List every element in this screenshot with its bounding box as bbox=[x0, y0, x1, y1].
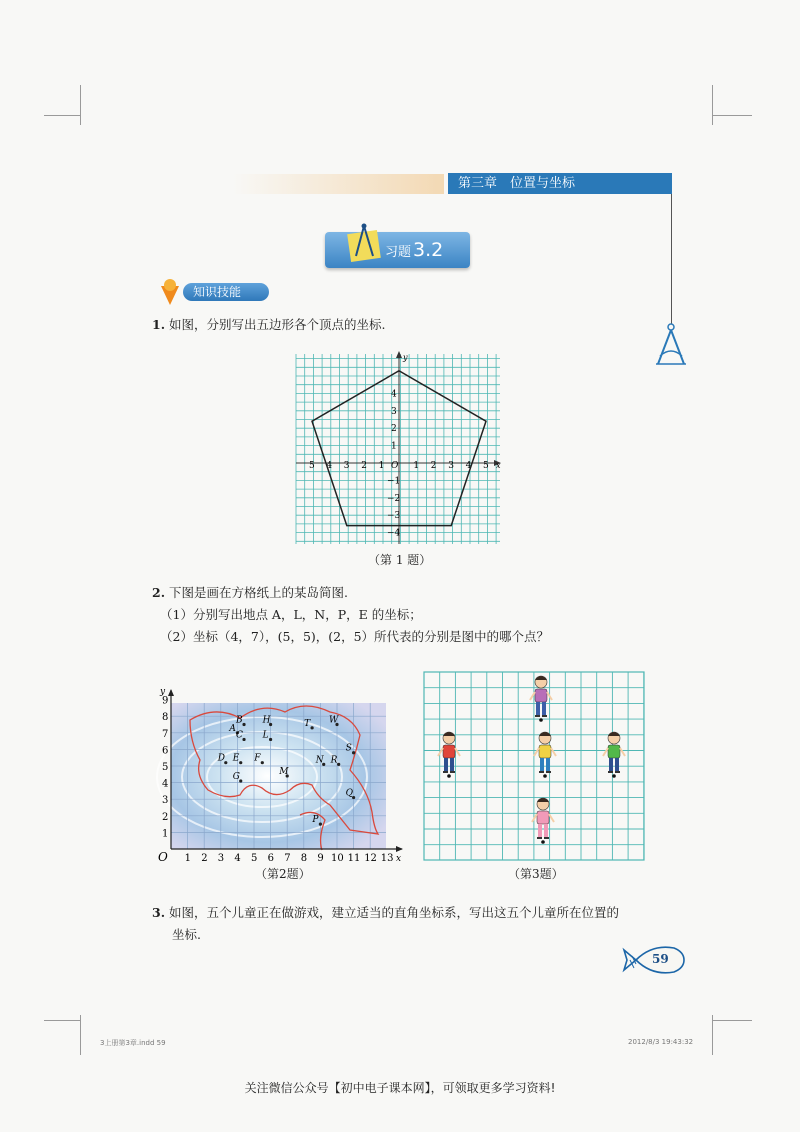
y-tick-label: 1 bbox=[391, 441, 397, 452]
x-tick-label: 5 bbox=[483, 461, 489, 471]
map-point-label: Q bbox=[345, 788, 353, 799]
y-axis-label: y bbox=[403, 353, 408, 362]
y-tick-label: 8 bbox=[162, 712, 169, 724]
compass-icon bbox=[652, 322, 690, 368]
x-tick-label: 4 bbox=[234, 853, 241, 864]
crop-mark bbox=[712, 115, 752, 116]
child-figure bbox=[534, 732, 556, 773]
x-tick-label: 3 bbox=[343, 461, 350, 471]
question-number: 3. bbox=[152, 905, 166, 920]
map-point bbox=[311, 726, 314, 729]
crop-mark bbox=[712, 1015, 713, 1055]
map-point bbox=[242, 723, 245, 726]
map-point-label: W bbox=[329, 715, 339, 726]
crop-mark bbox=[712, 1020, 752, 1021]
crop-mark bbox=[80, 85, 81, 125]
map-point bbox=[352, 751, 355, 754]
x-tick-label: 12 bbox=[364, 853, 377, 864]
crop-mark bbox=[712, 85, 713, 125]
map-point-label: H bbox=[262, 715, 271, 726]
figure-3-children-grid bbox=[422, 670, 646, 862]
x-tick-label: 5 bbox=[251, 853, 258, 864]
x-axis-label: x bbox=[496, 461, 501, 470]
y-tick-label: 3 bbox=[162, 795, 169, 807]
map-point-label: R bbox=[330, 755, 338, 766]
y-tick-label: −3 bbox=[387, 511, 401, 522]
bottom-note: 关注微信公众号【初中电子课本网】，可领取更多学习资料! bbox=[244, 1081, 556, 1095]
map-point-label: N bbox=[315, 755, 324, 766]
crop-mark bbox=[44, 1020, 80, 1021]
map-point-label: M bbox=[279, 766, 289, 777]
x-tick-label: 10 bbox=[331, 853, 344, 864]
chapter-title: 第三章 位置与坐标 bbox=[448, 173, 672, 194]
y-tick-label: 3 bbox=[391, 406, 397, 417]
map-point-label: F bbox=[254, 753, 261, 764]
map-point-label: C bbox=[236, 730, 243, 741]
x-tick-label: 7 bbox=[284, 853, 291, 864]
x-tick-label: 5 bbox=[309, 461, 315, 471]
y-axis-arrow bbox=[396, 351, 402, 358]
crop-mark bbox=[44, 115, 80, 116]
figure-2-island-map bbox=[152, 684, 408, 866]
question-1 bbox=[152, 316, 386, 334]
map-point-label: S bbox=[345, 743, 352, 754]
question-2-part-1: （1）分别写出地点 A，L，N，P，E 的坐标； bbox=[160, 607, 422, 622]
map-point-label: D bbox=[217, 753, 225, 764]
question-text: 下图是画在方格纸上的某岛简图. bbox=[169, 585, 349, 600]
y-tick-label: 6 bbox=[162, 745, 169, 757]
x-tick-label: 8 bbox=[300, 853, 308, 864]
y-tick-label: 2 bbox=[391, 424, 397, 435]
question-3-line-2: 坐标. bbox=[172, 927, 201, 942]
child-figure bbox=[438, 732, 460, 773]
map-point bbox=[269, 738, 272, 741]
question-text: 如图，五个儿童正在做游戏，建立适当的直角坐标系，写出这五个儿童所在位置的 bbox=[169, 905, 620, 920]
section-tag: 知识技能 bbox=[183, 283, 269, 301]
x-tick-label: 9 bbox=[317, 853, 324, 864]
y-tick-label: −1 bbox=[387, 476, 401, 487]
y-axis-arrow bbox=[168, 689, 174, 696]
exercise-banner bbox=[325, 232, 470, 268]
x-tick-label: 1 bbox=[184, 853, 191, 864]
ice-cream-icon bbox=[158, 278, 182, 306]
x-tick-label: 1 bbox=[413, 461, 420, 471]
x-tick-label: 2 bbox=[361, 461, 367, 471]
x-tick-label: 4 bbox=[465, 461, 472, 471]
crop-mark bbox=[80, 1015, 81, 1055]
figure-2-caption: （第2题） bbox=[255, 867, 311, 881]
x-tick-label: 2 bbox=[430, 461, 437, 471]
x-tick-label: 3 bbox=[448, 461, 454, 471]
x-tick-label: 6 bbox=[267, 853, 274, 864]
map-point-label: L bbox=[262, 730, 269, 741]
map-point bbox=[337, 763, 340, 766]
child-position-dot bbox=[612, 774, 616, 778]
question-text: 如图，分别写出五边形各个顶点的坐标. bbox=[169, 317, 386, 332]
map-point bbox=[261, 761, 264, 764]
x-tick-label: 4 bbox=[326, 461, 333, 471]
x-axis-label: x bbox=[396, 854, 402, 864]
question-number: 2. bbox=[152, 585, 166, 600]
chapter-header-fade bbox=[232, 174, 444, 194]
figure-1-pentagon-grid bbox=[290, 348, 505, 550]
footer-timestamp: 2012/8/3 19:43:32 bbox=[628, 1038, 694, 1046]
figure-3-caption: （第3题） bbox=[508, 867, 564, 881]
x-tick-label: 11 bbox=[347, 853, 361, 864]
y-tick-label: 2 bbox=[162, 811, 169, 823]
y-tick-label: −2 bbox=[387, 493, 401, 504]
y-tick-label: 4 bbox=[391, 389, 397, 400]
page-number: 59 bbox=[652, 952, 669, 966]
y-tick-label: 5 bbox=[162, 762, 169, 773]
map-point-label: T bbox=[304, 718, 311, 729]
map-point-label: A bbox=[229, 723, 236, 734]
x-tick-label: 13 bbox=[380, 853, 394, 864]
question-number: 1. bbox=[152, 317, 166, 332]
map-point-label: P bbox=[312, 815, 319, 826]
question-2 bbox=[152, 584, 348, 602]
question-3 bbox=[152, 904, 619, 922]
y-tick-label: 4 bbox=[162, 778, 169, 790]
child-figure bbox=[530, 676, 552, 717]
compass-card-icon bbox=[347, 222, 381, 266]
y-tick-label: 7 bbox=[162, 728, 169, 740]
map-point-label: B bbox=[236, 715, 243, 726]
x-tick-label: 3 bbox=[217, 853, 225, 864]
x-tick-label: 2 bbox=[201, 853, 208, 864]
chapter-side-line bbox=[671, 194, 672, 324]
y-tick-label: −4 bbox=[387, 528, 401, 539]
y-tick-label: 1 bbox=[162, 828, 169, 840]
child-figure bbox=[603, 732, 625, 773]
map-point bbox=[319, 823, 322, 826]
footer-file: 3上册第3章.indd 59 bbox=[100, 1039, 166, 1047]
exercise-number: 3.2 bbox=[413, 239, 444, 261]
child-position-dot bbox=[543, 774, 547, 778]
child-figure bbox=[532, 798, 554, 839]
child-position-dot bbox=[447, 774, 451, 778]
exercise-label: 习题 bbox=[385, 245, 412, 260]
x-axis-arrow bbox=[396, 846, 403, 852]
child-position-dot bbox=[541, 840, 545, 844]
question-2-part-2: （2）坐标（4，7），(5，5)，(2，5）所代表的分别是图中的哪个点？ bbox=[160, 629, 550, 644]
map-point bbox=[239, 761, 242, 764]
y-tick-label: 9 bbox=[162, 695, 169, 707]
map-point-label: E bbox=[232, 753, 240, 764]
child-position-dot bbox=[539, 718, 543, 722]
map-point-label: G bbox=[232, 771, 240, 782]
figure-1-caption: （第 1 题） bbox=[368, 553, 432, 567]
origin-label: O bbox=[391, 461, 399, 471]
origin-label: O bbox=[158, 850, 168, 864]
x-tick-label: 1 bbox=[378, 461, 385, 471]
y-axis-label: y bbox=[160, 687, 166, 697]
